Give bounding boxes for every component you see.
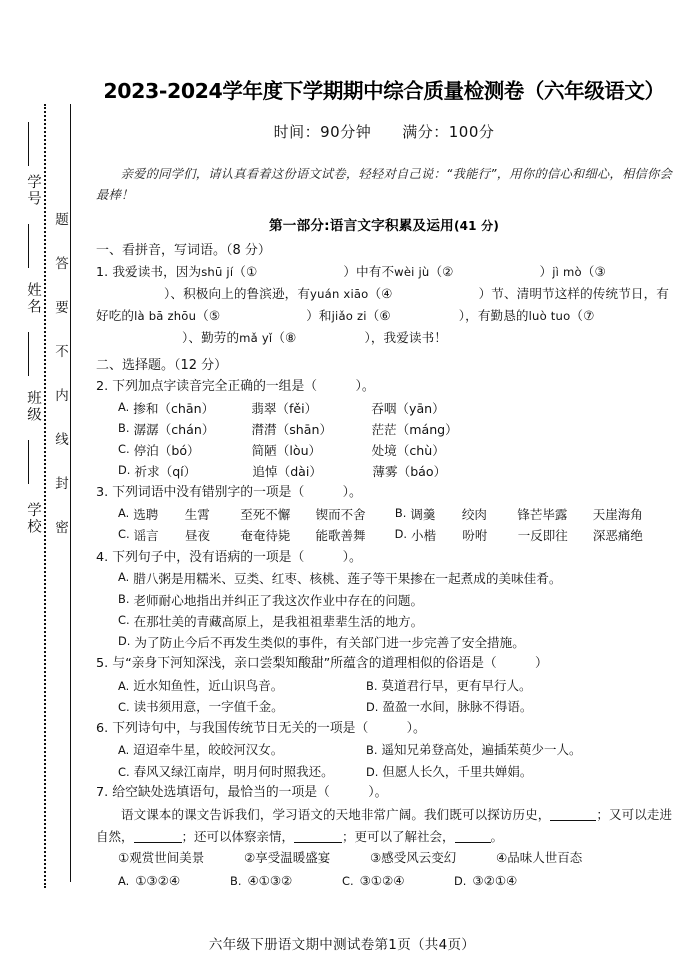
q3-option-a-word-1: 选聘	[133, 507, 159, 523]
field-label-student-id: 学号	[25, 174, 41, 207]
question-5	[96, 654, 672, 718]
q3-option-b-word-2: 绞肉	[461, 507, 487, 523]
question-3	[96, 483, 672, 546]
q3-option-d-word-3: 一反即往	[517, 528, 568, 544]
q6-option-b-text: 遥知兄弟登高处，遍插茱萸少一人。	[381, 742, 582, 758]
q4-options	[96, 568, 672, 653]
q1-line1b: ）中有不	[343, 264, 395, 280]
seal-char-0: 题	[52, 212, 68, 226]
seal-char-4: 内	[52, 388, 68, 402]
q4-stem-line	[96, 548, 672, 569]
q5-option-a-tag: A.	[118, 678, 130, 693]
question-1	[96, 261, 672, 349]
q6-option-c[interactable]	[118, 761, 366, 782]
field-rule-student-id	[28, 122, 29, 166]
q7-item-4: ④品味人世百态	[496, 850, 583, 866]
q7-passage-part-2: ；又可以走进自然，	[96, 806, 672, 844]
q5-option-d-tag: D.	[366, 700, 379, 715]
seal-line-sidebar	[0, 0, 88, 967]
q4-stem: 下列句子中，没有语病的一项是（ ）。	[112, 549, 362, 565]
field-rule-class	[28, 440, 29, 484]
q1-line2a: 极向上的鲁滨逊，有	[195, 286, 311, 302]
q5-options	[96, 675, 672, 718]
q2-stem: 下列加点字读音完全正确的一组是（ ）。	[112, 379, 375, 395]
student-info-fields	[14, 104, 44, 888]
q1-line3c: ）、勤劳的	[182, 330, 240, 346]
q7-option-b[interactable]	[230, 870, 342, 893]
q4-option-b-tag: B.	[118, 591, 130, 606]
q7-choice-items	[96, 847, 672, 869]
page-footer: 六年级下册语文期中测试卷第1页（共4页）	[208, 937, 476, 953]
q2-option-a-cell-2: 翡翠（fěi）	[251, 400, 318, 416]
part-one-label: 一、看拼音，写词语。（8 分）	[96, 243, 271, 259]
q4-option-d[interactable]	[118, 632, 672, 653]
q5-option-b[interactable]	[366, 675, 531, 696]
seal-solid-line	[70, 104, 71, 882]
q4-option-d-tag: D.	[118, 633, 131, 648]
q4-option-c-text: 在那壮美的青藏高原上，是我祖祖辈辈生活的地方。	[133, 613, 424, 629]
q3-option-c-word-2: 昼夜	[184, 528, 210, 544]
q2-option-d-cell-3: 薄雾（báo）	[372, 464, 447, 480]
q7-passage-blank-4[interactable]	[455, 842, 491, 843]
part-two-label: 二、选择题。（12 分）	[96, 358, 228, 374]
section-heading-text: 第一部分:语言文字积累及运用	[268, 218, 454, 235]
q2-option-c[interactable]	[118, 440, 672, 461]
q2-option-a-cell-3: 吞咽（yān）	[371, 400, 445, 416]
field-label-name: 姓名	[25, 282, 41, 315]
seal-char-5: 线	[52, 432, 68, 446]
q1-blank-2: （②	[429, 264, 454, 280]
q2-option-d-tag: D.	[118, 463, 131, 478]
seal-phrase-column	[50, 104, 70, 888]
q7-passage-blank-2[interactable]	[134, 842, 182, 843]
q1-pinyin-shuji: shū jí	[201, 265, 234, 280]
q5-option-c[interactable]	[118, 696, 366, 717]
q3-option-c-word-1: 谣言	[133, 528, 159, 544]
q1-pinyin-jimo: jì mò	[552, 265, 582, 280]
q1-pinyin-luotuo: luò tuo	[528, 309, 571, 324]
q6-option-a-tag: A.	[118, 743, 130, 758]
section-heading	[96, 214, 672, 234]
q3-option-b-word-3: 锋芒毕露	[517, 507, 568, 523]
q1-blank-4: （④	[368, 286, 393, 302]
exam-paper-body	[88, 0, 684, 967]
q3-option-row-1[interactable]	[96, 504, 672, 525]
seal-dotted-line	[44, 104, 46, 888]
q1-line2b: ）节、清明节这样的传统节日，有好吃的	[96, 286, 669, 324]
q6-stem: 下列诗句中，与我国传统节日无关的一项是（ ）。	[112, 720, 426, 736]
q2-stem-line	[96, 377, 672, 398]
q2-options	[96, 398, 672, 483]
q7-item-2: ②享受温暖盛宴	[244, 850, 331, 866]
q1-blank-8: （⑧	[272, 330, 297, 346]
q1-pinyin-mayi: mǎ yǐ	[239, 331, 273, 346]
q3-option-a-word-4: 锲而不舍	[315, 507, 366, 523]
q3-number: 3.	[96, 485, 109, 501]
q3-option-a-tag: A.	[118, 506, 130, 521]
exam-meta-line: 时间：90分钟 满分：100分	[273, 123, 495, 141]
q2-option-a-tag: A.	[118, 399, 130, 414]
q3-option-a-word-3: 至死不懈	[240, 507, 291, 523]
q6-option-row-1[interactable]	[96, 739, 672, 760]
q2-option-b-cell-1: 潺潺（chán）	[133, 422, 215, 437]
q7-passage-part-5: 。	[490, 828, 504, 844]
page-title: 2023-2024学年度下学期期中综合质量检测卷（六年级语文）	[103, 79, 665, 103]
greeting-paragraph: 亲爱的同学们，请认真看着这份语文试卷，轻轻对自己说：“我能行”，用你的信心和细心，相信你会最棒！	[96, 167, 672, 203]
q6-option-row-2[interactable]	[96, 761, 672, 782]
question-7	[96, 783, 672, 892]
q7-stem: 给空缺处选填语句，最恰当的一项是（ ）。	[112, 785, 388, 801]
q7-option-c[interactable]	[342, 870, 454, 893]
q7-option-a[interactable]	[118, 870, 230, 893]
q5-option-c-tag: C.	[118, 700, 130, 715]
seal-char-1: 答	[52, 256, 68, 270]
q3-stem: 下列词语中没有错别字的一项是（ ）。	[112, 485, 362, 501]
q2-option-b[interactable]	[118, 419, 672, 440]
q1-line1a: 我爱读书，因为	[112, 264, 202, 280]
q5-option-b-text: 莫道君行早，更有早行人。	[381, 677, 532, 693]
seal-char-6: 封	[52, 476, 68, 490]
q6-option-b[interactable]	[366, 739, 581, 760]
q1-line1d: ）、积	[164, 286, 196, 302]
q2-option-b-cell-3: 茫茫（máng）	[371, 422, 458, 437]
q4-option-b[interactable]	[118, 590, 672, 611]
q4-option-c[interactable]	[118, 611, 672, 632]
field-label-class: 班级	[25, 390, 41, 423]
q3-option-b-tag: B.	[394, 506, 407, 521]
field-rule-student-id-2	[28, 224, 29, 268]
q5-number: 5.	[96, 656, 109, 672]
q2-option-b-tag: B.	[118, 421, 130, 435]
q7-option-d[interactable]	[454, 870, 566, 893]
q1-blank-1: （①	[233, 264, 258, 280]
q3-option-c-word-3: 奄奄待毙	[240, 528, 291, 544]
q5-option-d-text: 盈盈一水间，脉脉不得语。	[382, 699, 533, 715]
q4-number: 4.	[96, 549, 109, 565]
q1-blank-5: （⑤	[196, 308, 221, 324]
q2-option-a-cell-1: 掺和（chān）	[133, 400, 215, 416]
q7-passage-blank-1[interactable]	[550, 820, 596, 821]
q4-option-d-text: 为了防止今后不再发生类似的事件，有关部门进一步完善了安全措施。	[134, 634, 525, 650]
q6-option-c-text: 春风又绿江南岸，明月何时照我还。	[133, 763, 334, 779]
q6-number: 6.	[96, 720, 109, 736]
q3-option-b-word-1: 调羹	[410, 507, 436, 523]
q1-pinyin-yuanxiao: yuán xiāo	[310, 287, 369, 302]
q7-option-d-tag: D.	[454, 873, 467, 888]
q7-number: 7.	[96, 785, 109, 801]
q1-pinyin-weiju: wèi jù	[394, 265, 430, 280]
q2-option-a[interactable]	[118, 398, 672, 419]
q1-number: 1.	[96, 264, 109, 280]
q4-option-b-text: 老师耐心地指出并纠正了我这次作业中存在的问题。	[133, 592, 424, 608]
q1-pinyin-jiaozi: jiǎo zi	[331, 309, 367, 324]
q5-option-b-tag: B.	[366, 678, 378, 693]
q5-stem: 与“亲身下河知深浅，亲口尝梨知酸甜”所蕴含的道理相似的俗语是（ ）	[112, 656, 548, 672]
q2-option-c-tag: C.	[118, 442, 130, 457]
q7-stem-line	[96, 783, 672, 804]
q6-option-b-tag: B.	[366, 743, 378, 758]
q7-options	[96, 870, 672, 893]
q7-passage-part-4: ；更可以了解社会，	[342, 828, 455, 844]
seal-char-2: 要	[52, 300, 68, 314]
q7-option-b-text: ④①③②	[247, 872, 293, 888]
question-2	[96, 377, 672, 482]
q7-option-c-tag: C.	[342, 873, 354, 888]
q1-line3a: ）和	[306, 308, 332, 324]
q6-option-d-tag: D.	[366, 764, 379, 779]
q5-option-d[interactable]	[366, 696, 532, 717]
q1-line3b: ），有勤恳的	[458, 308, 529, 324]
q7-passage	[96, 804, 672, 848]
q3-option-a-word-2: 生霄	[184, 507, 210, 523]
q1-line1c: ）	[539, 264, 553, 280]
q7-passage-part-3: ；还可以体察亲情，	[181, 828, 295, 844]
q5-option-a[interactable]	[118, 675, 366, 696]
q2-option-c-cell-3: 处境（chù）	[371, 443, 445, 459]
q5-option-row-2[interactable]	[96, 696, 672, 717]
q6-stem-line	[96, 719, 672, 740]
question-4	[96, 548, 672, 653]
q3-option-d-word-1: 小楷	[410, 528, 436, 544]
q4-option-a[interactable]	[118, 568, 672, 589]
q4-option-a-text: 腊八粥是用糯米、豆类、红枣、核桃、莲子等干果掺在一起煮成的美味佳肴。	[133, 571, 562, 587]
q3-option-b-word-4: 天崖海角	[592, 507, 643, 523]
q2-option-c-cell-2: 简陋（lòu）	[251, 443, 322, 459]
q3-stem-line	[96, 483, 672, 504]
q5-option-c-text: 读书须用意，一字值千金。	[133, 699, 284, 715]
q7-option-a-text: ①③②④	[135, 872, 181, 888]
q7-passage-blank-3[interactable]	[294, 842, 342, 843]
q6-option-c-tag: C.	[118, 764, 130, 779]
q6-option-a-text: 迢迢牵牛星，皎皎河汉女。	[133, 742, 284, 758]
q2-option-d-cell-2: 追悼（dài）	[252, 464, 322, 480]
field-label-school: 学校	[25, 502, 41, 535]
q6-option-d[interactable]	[366, 761, 532, 782]
q7-option-b-tag: B.	[230, 873, 242, 888]
q1-blank-3: （③	[581, 264, 606, 280]
field-rule-name	[28, 332, 29, 376]
q7-item-3: ③感受风云变幻	[370, 850, 457, 866]
q3-option-c-tag: C.	[118, 527, 130, 542]
section-points: (41 分)	[453, 219, 499, 234]
question-6	[96, 719, 672, 783]
q3-option-row-2[interactable]	[96, 525, 672, 546]
q6-options	[96, 739, 672, 782]
seal-char-3: 不	[52, 344, 68, 358]
q3-option-d-word-4: 深恶痛绝	[592, 528, 643, 544]
q7-option-c-text: ③①②④	[359, 872, 405, 888]
q2-option-d[interactable]	[118, 461, 672, 482]
q4-option-c-tag: C.	[118, 612, 130, 627]
q5-option-a-text: 近水知鱼性，近山识鸟音。	[133, 677, 284, 693]
q1-line4: ），我爱读书！	[364, 330, 447, 346]
q2-option-d-cell-1: 祈求（qí）	[134, 464, 197, 480]
q5-stem-line	[96, 654, 672, 675]
q2-number: 2.	[96, 379, 109, 395]
q1-blank-6: （⑥	[366, 308, 391, 324]
q3-option-c-word-4: 能歌善舞	[315, 528, 366, 544]
q7-item-1: ①观赏世间美景	[118, 850, 205, 866]
q5-option-row-1[interactable]	[96, 675, 672, 696]
q4-option-a-tag: A.	[118, 570, 130, 585]
seal-char-7: 密	[52, 520, 68, 534]
q7-option-d-text: ③②①④	[472, 872, 518, 888]
q7-option-a-tag: A.	[118, 873, 130, 888]
q1-pinyin-labazhou: là bā zhōu	[134, 309, 197, 324]
q1-blank-7: （⑦	[570, 308, 595, 324]
q2-option-b-cell-2: 潸潸（shān）	[251, 422, 333, 437]
q7-passage-part-1: 语文课本的课文告诉我们，学习语文的天地非常广阔。我们既可以探访历史，	[121, 806, 551, 822]
q6-option-a[interactable]	[118, 739, 366, 760]
q3-option-d-word-2: 吩咐	[462, 528, 488, 544]
q2-option-c-cell-1: 停泊（bó）	[133, 443, 200, 459]
q3-options	[96, 504, 672, 547]
q3-option-d-tag: D.	[394, 527, 407, 542]
q6-option-d-text: 但愿人长久，千里共婵娟。	[382, 763, 533, 779]
